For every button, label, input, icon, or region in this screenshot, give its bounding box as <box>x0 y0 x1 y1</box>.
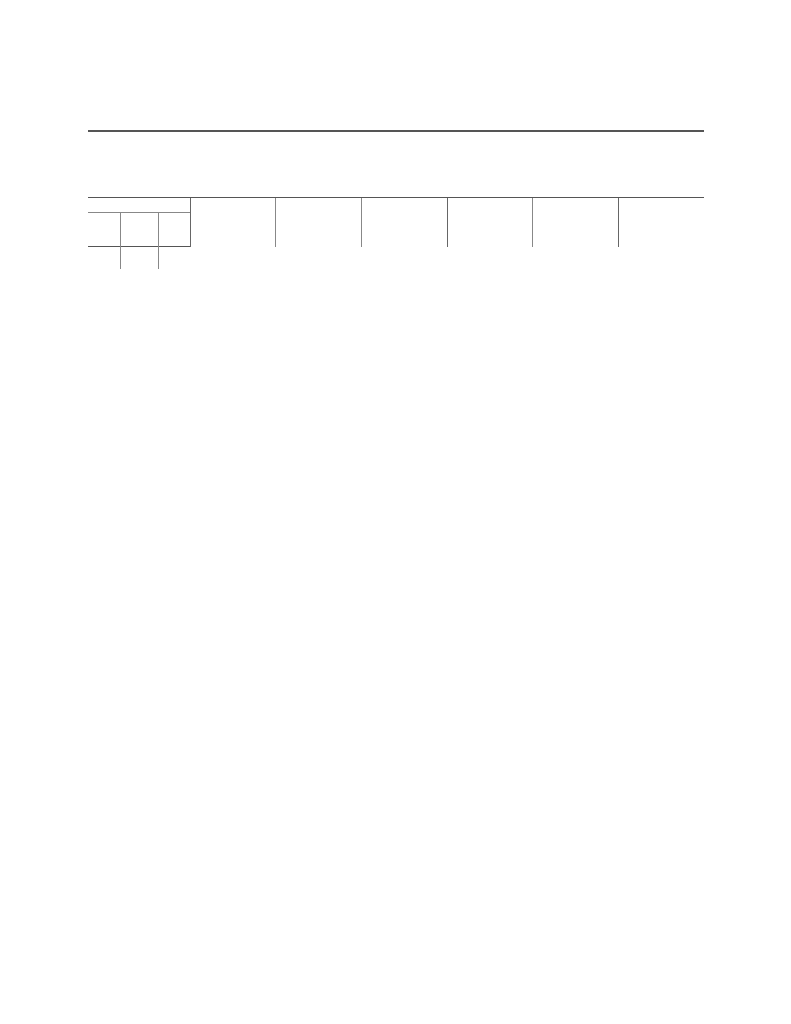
era-year-kali <box>120 231 158 247</box>
header-row-subcolumns <box>88 247 704 270</box>
era-header-shaka <box>88 213 120 232</box>
month-header-san <box>158 247 190 270</box>
era-header-kali <box>120 213 158 232</box>
month-header-kali <box>120 247 158 270</box>
date-group-header <box>88 198 190 213</box>
planet-header-shukra <box>276 198 362 247</box>
header-row-group <box>88 198 704 213</box>
planet-header-rahu <box>618 198 704 247</box>
ephemeris-table <box>88 197 704 269</box>
era-header-san <box>158 213 190 232</box>
planet-header-guru <box>447 198 533 247</box>
running-head <box>88 108 704 128</box>
header-rule <box>88 130 704 132</box>
planet-header-budh <box>190 198 276 247</box>
era-year-shaka <box>88 231 120 247</box>
month-header-shaka <box>88 247 120 270</box>
era-year-san <box>158 231 190 247</box>
planet-header-shani <box>533 198 619 247</box>
planet-header-mangal <box>361 198 447 247</box>
